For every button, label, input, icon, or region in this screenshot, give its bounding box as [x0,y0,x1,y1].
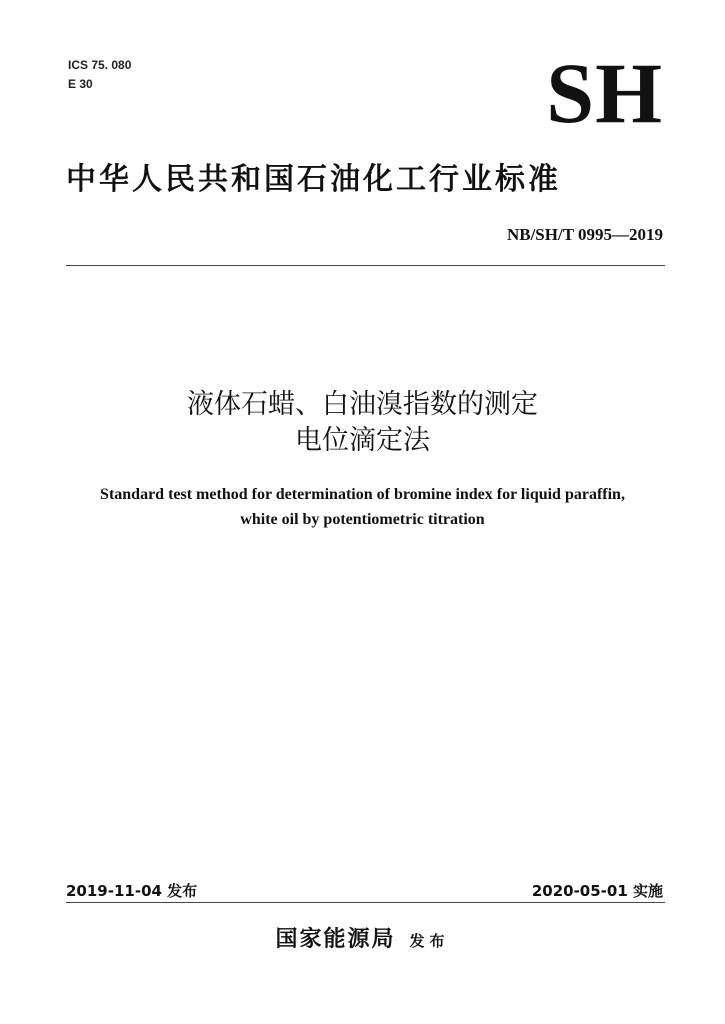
ccs-code: E 30 [68,77,93,91]
header-divider [66,265,665,266]
standard-number: NB/SH/T 0995—2019 [506,225,663,244]
title-en-line1: Standard test method for determination of bromine index for liquid paraffin, [100,486,625,503]
ics-code: ICS 75. 080 [68,58,132,72]
sh-logo: SH [546,45,663,141]
classification-codes [68,56,131,94]
issuer-action: 发布 [409,932,450,950]
issuer-name: 国家能源局 [275,927,396,952]
title-zh-line2: 电位滴定法 [295,425,430,456]
title-en-line2: white oil by potentiometric titration [240,511,485,528]
effective-date: 2020-05-01 实施 [531,882,663,900]
issue-date: 2019-11-04 发布 [66,882,198,900]
title-zh-line1: 液体石蜡、白油溴指数的测定 [187,389,538,420]
industry-standard-title: 中华人民共和国石油化工行业标准 [66,162,561,197]
issuer-line [0,922,725,953]
footer-divider [66,902,665,903]
